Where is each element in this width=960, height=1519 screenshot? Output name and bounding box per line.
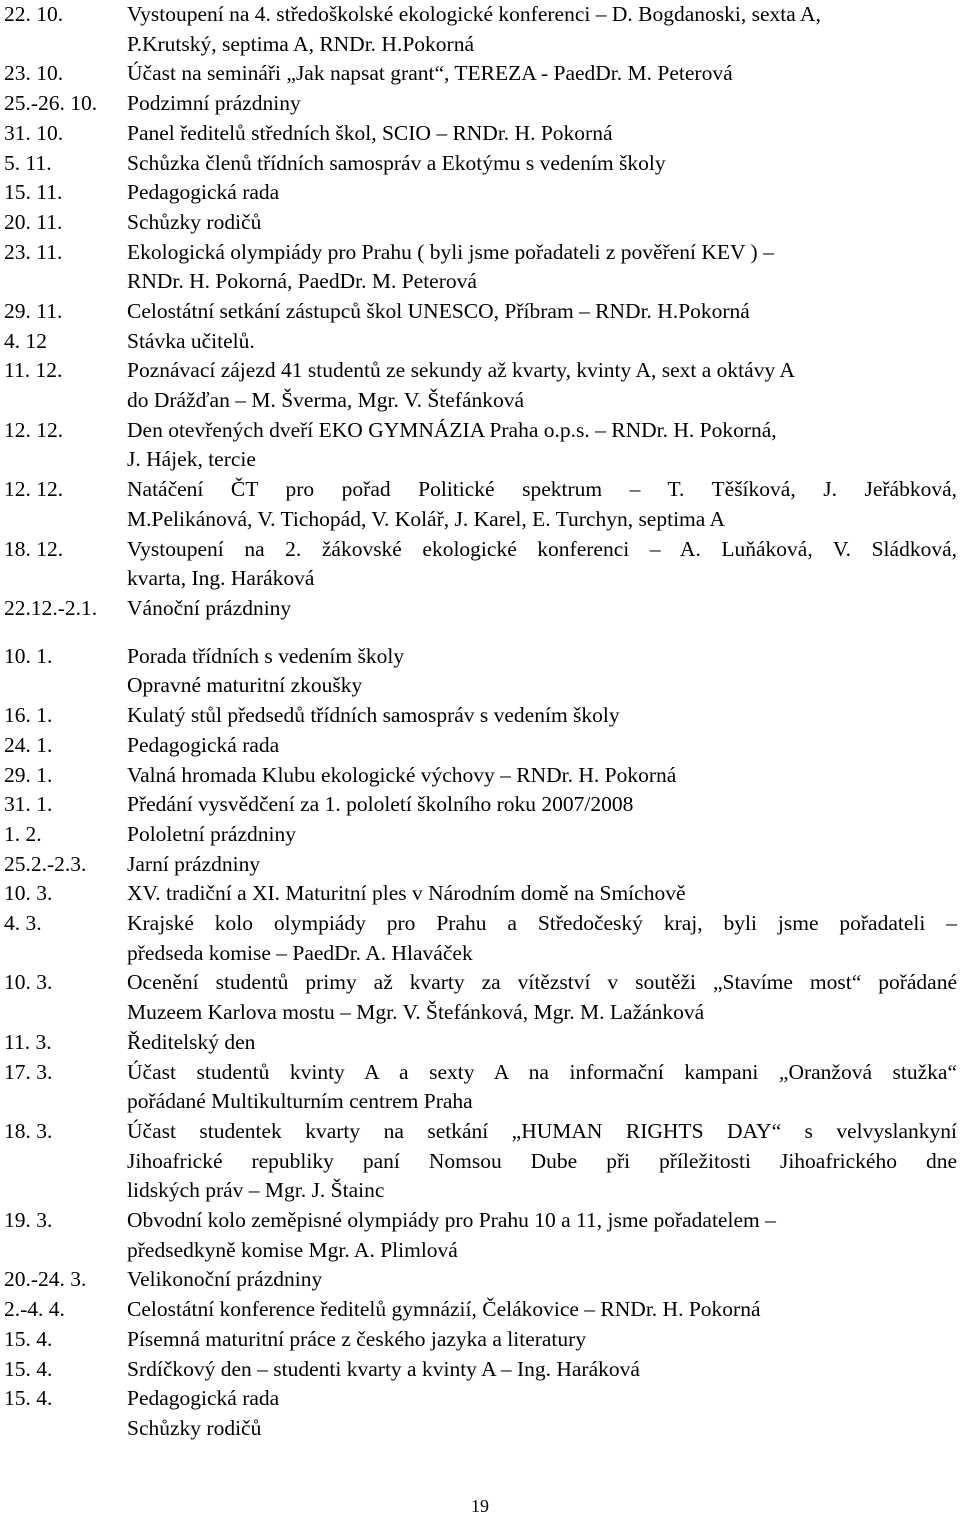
entry-description <box>127 355 957 414</box>
calendar-entry <box>0 760 960 790</box>
entry-line: Účast na semináři „Jak napsat grant“, TEREZA - PaedDr. M. Peterová <box>127 61 733 86</box>
entry-line: Celostátní setkání zástupců škol UNESCO, Příbram – RNDr. H.Pokorná <box>127 299 750 323</box>
calendar-entry <box>0 1027 960 1057</box>
entry-description <box>127 700 957 730</box>
calendar-entry <box>0 296 960 326</box>
entry-description <box>127 177 957 207</box>
entry-date: 4. 3. <box>4 911 42 935</box>
entry-description <box>127 819 957 849</box>
entry-date: 15. 4. <box>4 1386 53 1411</box>
entry-date: 20. 11. <box>4 209 63 234</box>
entry-line: Srdíčkový den – studenti kvarty a kvinty A – Ing. Haráková <box>127 1356 640 1381</box>
entry-line: Porada třídních s vedením školy <box>127 643 405 668</box>
entry-line: předseda komise – PaedDr. A. Hlaváček <box>127 940 473 965</box>
entry-line: do Drážďan – M. Šverma, Mgr. V. Štefánková <box>127 388 525 413</box>
entry-date: 24. 1. <box>4 732 53 757</box>
entry-line: kvarta, Ing. Haráková <box>127 566 315 591</box>
entry-description <box>127 88 957 118</box>
entry-line: M.Pelikánová, V. Tichopád, V. Kolář, J. Karel, E. Turchyn, septima A <box>127 506 726 531</box>
entry-description <box>127 1383 957 1442</box>
calendar-entry <box>0 967 960 1025</box>
entry-description <box>127 415 957 474</box>
entry-description <box>127 1205 957 1264</box>
entry-line: Ekologická olympiády pro Prahu ( byli jsme pořadateli z pověření KEV ) – <box>127 239 774 264</box>
calendar-entry <box>0 355 960 413</box>
entry-line: lidských práv – Mgr. J. Štainc <box>127 1178 385 1203</box>
calendar-entry <box>0 237 960 294</box>
entry-line: Jihoafrické republiky paní Nomsou Dube při příležitosti Jihoafrického dne <box>127 1148 957 1173</box>
entry-description <box>127 237 957 296</box>
entry-description <box>127 1057 957 1116</box>
page-number: 19 <box>471 1496 489 1516</box>
calendar-entry <box>0 1294 960 1324</box>
entry-line: Schůzky rodičů <box>127 209 262 234</box>
calendar-entry <box>0 1324 960 1354</box>
entry-description <box>127 760 957 790</box>
entry-description <box>127 1264 957 1294</box>
entry-date: 12. 12. <box>4 477 64 502</box>
entry-date: 12. 12. <box>4 417 64 442</box>
entry-line: Písemná maturitní práce z českého jazyka a literatury <box>127 1326 587 1351</box>
calendar-entry <box>0 1057 960 1114</box>
entry-date: 15. 4. <box>4 1356 53 1381</box>
entry-line: Schůzky rodičů <box>127 1415 262 1440</box>
entry-description <box>127 474 957 533</box>
entry-line: Pedagogická rada <box>127 180 280 205</box>
entry-description <box>127 534 957 593</box>
calendar-entry <box>0 534 960 591</box>
entry-date: 11. 3. <box>4 1029 52 1054</box>
calendar-entry <box>0 641 960 698</box>
entry-line: P.Krutský, septima A, RNDr. H.Pokorná <box>127 31 474 56</box>
entry-date: 25.-26. 10. <box>4 91 98 116</box>
entry-date: 18. 3. <box>4 1118 53 1143</box>
entry-line: Panel ředitelů středních škol, SCIO – RNDr. H. Pokorná <box>127 120 613 145</box>
entry-description <box>127 0 957 58</box>
entry-line: Podzimní prázdniny <box>127 91 301 116</box>
calendar-entry <box>0 58 960 88</box>
entry-line: RNDr. H. Pokorná, PaedDr. M. Peterová <box>127 269 477 294</box>
calendar-entry <box>0 1264 960 1294</box>
calendar-entry <box>0 908 960 965</box>
entry-description <box>127 878 957 908</box>
entry-description <box>127 908 957 967</box>
entry-date: 5. 11. <box>4 150 52 175</box>
entry-description <box>127 967 957 1026</box>
entry-line: Poznávací zájezd 41 studentů ze sekundy až kvarty, kvinty A, sext a oktávy A <box>127 358 795 383</box>
calendar-entry <box>0 730 960 760</box>
entry-line: předsedkyně komise Mgr. A. Plimlová <box>127 1237 458 1262</box>
calendar-entry <box>0 474 960 531</box>
calendar-entry <box>0 415 960 472</box>
entry-line: Pololetní prázdniny <box>127 821 296 846</box>
entry-line: Vystoupení na 2. žákovské ekologické konferenci – A. Luňáková, V. Sládková, <box>127 536 957 561</box>
calendar-entry <box>0 1354 960 1384</box>
calendar-entry <box>0 700 960 730</box>
entry-date: 31. 10. <box>4 120 64 145</box>
entry-date: 25.2.-2.3. <box>4 851 87 876</box>
entry-description <box>127 296 957 326</box>
entry-line: Pedagogická rada <box>127 1386 280 1411</box>
entry-description <box>127 1027 957 1057</box>
entry-date: 19. 3. <box>4 1208 53 1232</box>
entry-line: Kulatý stůl předsedů třídních samospráv s vedením školy <box>127 703 620 728</box>
calendar-entry <box>0 148 960 178</box>
calendar-entry <box>0 819 960 849</box>
calendar-entry <box>0 593 960 623</box>
entry-line: XV. tradiční a XI. Maturitní ples v Národním domě na Smíchově <box>127 881 686 906</box>
entry-date: 15. 4. <box>4 1326 53 1351</box>
entry-line: Pedagogická rada <box>127 732 280 757</box>
calendar-entry <box>0 88 960 118</box>
entry-line: Účast studentek kvarty na setkání „HUMAN RIGHTS DAY“ s velvyslankyní <box>127 1118 957 1143</box>
calendar-entry <box>0 878 960 908</box>
calendar-entry <box>0 0 960 56</box>
entry-line: Předání vysvědčení za 1. pololetí školního roku 2007/2008 <box>127 792 634 817</box>
entry-line: Jarní prázdniny <box>127 851 261 876</box>
calendar-entry <box>0 118 960 148</box>
calendar-entry <box>0 177 960 207</box>
entry-date: 11. 12. <box>4 358 63 383</box>
entry-date: 17. 3. <box>4 1059 53 1084</box>
entry-date: 16. 1. <box>4 703 53 728</box>
entry-description <box>127 641 957 700</box>
entry-date: 20.-24. 3. <box>4 1267 87 1292</box>
entry-date: 1. 2. <box>4 821 42 846</box>
entry-description <box>127 1354 957 1384</box>
entry-date: 23. 11. <box>4 239 63 264</box>
entry-date: 22. 10. <box>4 2 64 26</box>
entry-line: Krajské kolo olympiády pro Prahu a Středočeský kraj, byli jsme pořadateli – <box>127 911 957 935</box>
entry-line: Schůzka členů třídních samospráv a Ekotýmu s vedením školy <box>127 150 666 175</box>
entry-line: Ředitelský den <box>127 1029 256 1054</box>
entry-date: 29. 11. <box>4 299 63 323</box>
entry-description <box>127 58 957 88</box>
entry-line: Den otevřených dveří EKO GYMNÁZIA Praha o.p.s. – RNDr. H. Pokorná, <box>127 417 777 442</box>
entry-date: 23. 10. <box>4 61 64 86</box>
entry-description <box>127 849 957 879</box>
entry-line: Ocenění studentů primy až kvarty za vítězství v soutěži „Stavíme most“ pořádané <box>127 970 957 995</box>
entry-line: Vánoční prázdniny <box>127 596 292 620</box>
entry-line: Velikonoční prázdniny <box>127 1267 323 1292</box>
entry-line: pořádané Multikulturním centrem Praha <box>127 1089 473 1114</box>
calendar-entry <box>0 789 960 819</box>
entry-date: 10. 3. <box>4 881 53 906</box>
entry-line: Valná hromada Klubu ekologické výchovy – RNDr. H. Pokorná <box>127 762 677 787</box>
entry-date: 10. 3. <box>4 970 53 995</box>
entry-description <box>127 730 957 760</box>
entry-description <box>127 1116 957 1205</box>
calendar-entry <box>0 1383 960 1440</box>
entry-description <box>127 1294 957 1324</box>
entry-date: 10. 1. <box>4 643 53 668</box>
entry-date: 31. 1. <box>4 792 53 817</box>
entry-line: Účast studentů kvinty A a sexty A na informační kampani „Oranžová stužka“ <box>127 1059 957 1084</box>
entry-description <box>127 593 957 623</box>
entry-line: Obvodní kolo zeměpisné olympiády pro Prahu 10 a 11, jsme pořadatelem – <box>127 1208 776 1232</box>
entry-description <box>127 326 957 356</box>
entry-description <box>127 148 957 178</box>
entry-line: Celostátní konference ředitelů gymnázií, Čelákovice – RNDr. H. Pokorná <box>127 1297 761 1322</box>
calendar-entry <box>0 326 960 356</box>
entry-line: Muzeem Karlova mostu – Mgr. V. Štefánková, Mgr. M. Lažánková <box>127 1000 705 1025</box>
calendar-entry <box>0 1205 960 1262</box>
entry-date: 29. 1. <box>4 762 53 787</box>
calendar-entry <box>0 207 960 237</box>
entry-description <box>127 1324 957 1354</box>
entry-line: Stávka učitelů. <box>127 328 255 353</box>
entry-description <box>127 118 957 148</box>
entry-description <box>127 207 957 237</box>
calendar-entry <box>0 1116 960 1203</box>
entry-line: Vystoupení na 4. středoškolské ekologické konferenci – D. Bogdanoski, sexta A, <box>127 2 821 26</box>
entry-date: 2.-4. 4. <box>4 1297 65 1322</box>
entry-date: 15. 11. <box>4 180 63 205</box>
entry-description <box>127 789 957 819</box>
entry-date: 4. 12 <box>4 328 47 353</box>
entry-line: Opravné maturitní zkoušky <box>127 673 363 698</box>
entry-line: J. Hájek, tercie <box>127 447 256 472</box>
calendar-entry <box>0 849 960 879</box>
entry-date: 22.12.-2.1. <box>4 596 98 620</box>
entry-date: 18. 12. <box>4 536 64 561</box>
entry-line: Natáčení ČT pro pořad Politické spektrum – T. Těšíková, J. Jeřábková, <box>127 477 957 502</box>
